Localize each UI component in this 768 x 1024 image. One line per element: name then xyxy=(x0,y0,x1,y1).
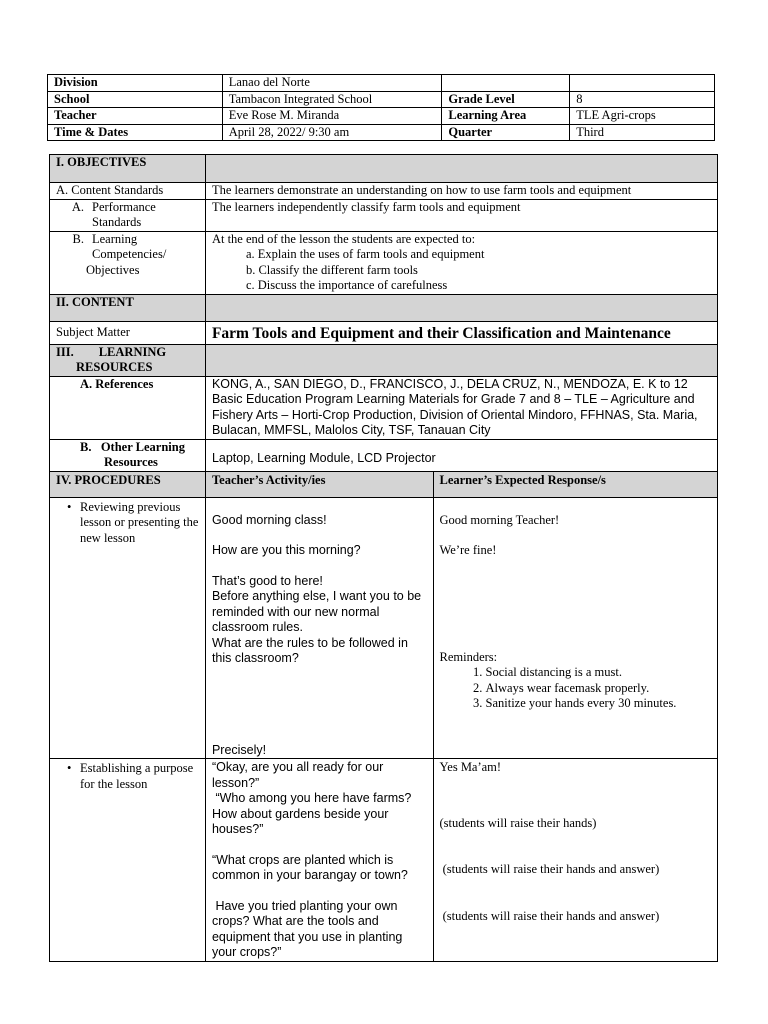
learner-line: (students will raise their hands) xyxy=(439,815,597,830)
teacher-line: “Who among you here have farms? How about gardens beside your houses?” xyxy=(211,791,415,836)
content-standards-value: The learners demonstrate an understanding on how to use farm tools and equipment xyxy=(205,183,717,200)
objective-item: b. Classify the different farm tools xyxy=(245,262,418,277)
performance-standards-cell xyxy=(50,199,206,231)
header-key: Learning Area xyxy=(442,108,570,125)
header-key: School xyxy=(48,91,223,108)
performance-standards-letter: A. xyxy=(71,199,84,214)
header-row xyxy=(48,124,715,141)
learner-line: (students will raise their hands and answer) xyxy=(439,908,660,923)
header-row xyxy=(48,75,715,92)
procedure-step-label: • Reviewing previous lesson or presenting the new lesson xyxy=(80,500,199,547)
teacher-line: How are you this morning? xyxy=(211,543,361,557)
learner-line: Yes Ma’am! xyxy=(439,760,502,774)
reminder-item: 3. Sanitize your hands every 30 minutes. xyxy=(486,696,712,712)
resources-title: III. LEARNING xyxy=(56,344,167,359)
header-value: Tambacon Integrated School xyxy=(222,91,442,108)
learning-competencies-letter: B. xyxy=(72,231,84,246)
learning-competencies-cell xyxy=(50,231,206,294)
header-row xyxy=(48,91,715,108)
header-row xyxy=(48,108,715,125)
objective-item: c. Discuss the importance of carefulness xyxy=(245,278,448,292)
learner-line: We’re fine! xyxy=(439,543,497,557)
header-value: Lanao del Norte xyxy=(222,75,442,92)
subject-matter-value: Farm Tools and Equipment and their Classification and Maintenance xyxy=(205,321,717,344)
header-value: Eve Rose M. Miranda xyxy=(222,108,442,125)
lesson-plan-table xyxy=(49,154,718,962)
header-key: Time & Dates xyxy=(48,124,223,141)
performance-standards-label: Performance Standards xyxy=(92,199,156,229)
teacher-column-header: Teacher’s Activity/ies xyxy=(205,471,433,497)
content-title: II. CONTENT xyxy=(50,294,206,321)
learning-competencies-intro: At the end of the lesson the students are expected to: xyxy=(211,231,476,246)
header-value xyxy=(570,75,715,92)
teacher-line: “What crops are planted which is common in your barangay or town? xyxy=(211,852,408,882)
teacher-line: “Okay, are you all ready for our lesson?” xyxy=(211,760,384,790)
teacher-line: Before anything else, I want you to be reminded with our new normal classroom rules. xyxy=(211,589,422,634)
reminders-list xyxy=(440,665,712,712)
learner-response-cell xyxy=(433,497,718,759)
resources-header-row xyxy=(50,344,718,376)
learner-response-cell xyxy=(433,759,718,962)
references-row xyxy=(50,376,718,439)
resources-title-2: RESOURCES xyxy=(76,360,153,374)
other-resources-label-2: Resources xyxy=(104,455,158,469)
content-header-row xyxy=(50,294,718,321)
learner-line: Reminders: xyxy=(439,649,498,664)
header-value: April 28, 2022/ 9:30 am xyxy=(222,124,442,141)
references-value: KONG, A., SAN DIEGO, D., FRANCISCO, J., DELA CRUZ, N., MENDOZA, E. K to 12 Basic Education Program Learning Materials for Grade 7 and 8 – TLE – Agriculture and Fishery Arts – Horti-Crop Production, Division of Oriental Mindoro, FFHNAS, Sta. Maria, Bulacan, MMFSL, Malolos City, TSF, Tanauan City xyxy=(205,376,717,439)
header-key: Teacher xyxy=(48,108,223,125)
procedures-title: IV. PROCEDURES xyxy=(50,471,206,497)
objectives-header-blank xyxy=(205,155,717,183)
learner-line: (students will raise their hands and answer) xyxy=(439,862,660,876)
performance-standards-row xyxy=(50,199,718,231)
reminder-item: 2. Always wear facemask properly. xyxy=(486,681,712,697)
header-key: Division xyxy=(48,75,223,92)
teacher-activity-cell xyxy=(205,759,433,962)
other-resources-label: B. Other Learning xyxy=(80,439,185,454)
other-resources-row xyxy=(50,439,718,471)
teacher-line: Good morning class! xyxy=(211,512,327,527)
header-value: Third xyxy=(570,124,715,141)
procedure-step-cell xyxy=(50,497,206,759)
resources-header-blank xyxy=(205,344,717,376)
subject-matter-label: Subject Matter xyxy=(50,321,206,344)
resources-title-cell xyxy=(50,344,206,376)
performance-standards-value: The learners independently classify farm tools and equipment xyxy=(205,199,717,231)
references-label: A. References xyxy=(50,376,206,439)
objective-item: a. Explain the uses of farm tools and equipment xyxy=(245,247,485,261)
content-header-blank xyxy=(205,294,717,321)
other-resources-value: Laptop, Learning Module, LCD Projector xyxy=(205,439,717,471)
teacher-line: That’s good to here! xyxy=(211,573,323,588)
teacher-activity-cell xyxy=(205,497,433,759)
header-table xyxy=(47,74,715,141)
learning-competencies-label: Learning Competencies/ xyxy=(92,231,167,261)
learner-line: Good morning Teacher! xyxy=(439,512,560,527)
content-standards-label: A. Content Standards xyxy=(50,183,206,200)
header-key: Grade Level xyxy=(442,91,570,108)
teacher-line: Have you tried planting your own crops? What are the tools and equipment that you use in planting your crops?” xyxy=(211,898,406,959)
learning-competencies-label-2: Objectives xyxy=(86,262,140,277)
reminder-item: 1. Social distancing is a must. xyxy=(486,665,712,681)
procedures-header-row xyxy=(50,471,718,497)
header-value: 8 xyxy=(570,91,715,108)
learner-column-header: Learner’s Expected Response/s xyxy=(433,471,718,497)
objectives-title: I. OBJECTIVES xyxy=(50,155,206,183)
learning-competencies-row xyxy=(50,231,718,294)
header-key: Quarter xyxy=(442,124,570,141)
subject-matter-row xyxy=(50,321,718,344)
header-key xyxy=(442,75,570,92)
procedure-step-cell xyxy=(50,759,206,962)
procedure-step-row xyxy=(50,497,718,759)
teacher-line: What are the rules to be followed in this classroom? xyxy=(211,635,408,665)
content-standards-row xyxy=(50,183,718,200)
teacher-line: Precisely! xyxy=(211,742,267,757)
procedure-step-row xyxy=(50,759,718,962)
learning-competencies-value xyxy=(205,231,717,294)
other-resources-cell xyxy=(50,439,206,471)
objectives-header-row xyxy=(50,155,718,183)
procedure-step-label: • Establishing a purpose for the lesson xyxy=(80,761,199,792)
header-value: TLE Agri-crops xyxy=(570,108,715,125)
